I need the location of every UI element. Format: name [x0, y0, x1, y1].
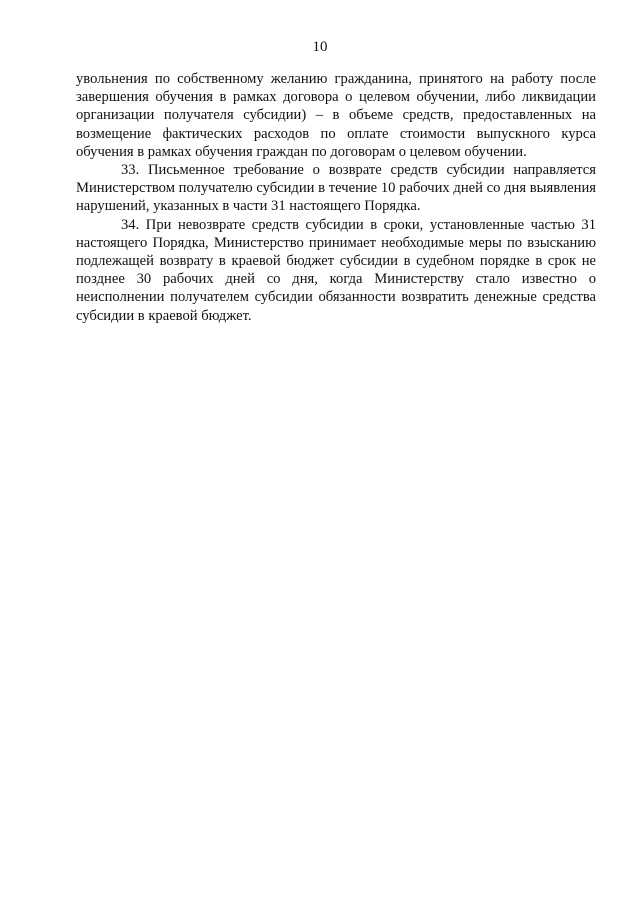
paragraph-continuation: увольнения по собственному желанию гражданина, принятого на работу после завершения обучения в рамках договора о целевом обучении, либо ликвидации организации получателя субсидии) – в объеме средств, предоставленных на возмещение фактических расходов по оплате стоимости выпускного курса обучения в рамках обучения граждан по договорам о целевом обучении. — [76, 71, 596, 160]
page-number: 10 — [312, 39, 328, 55]
paragraph-33: 33. Письменное требование о возврате средств субсидии направляется Министерством получателю субсидии в течение 10 рабочих дней со дня выявления нарушений, указанных в части 31 настоящего Порядка. — [76, 162, 596, 215]
document-body — [76, 70, 596, 325]
paragraph-34: 34. При невозврате средств субсидии в сроки, установленные частью 31 настоящего Порядка, Министерство принимает необходимые меры по взысканию подлежащей возврату в краевой бюджет субсидии в судебном порядке в срок не позднее 30 рабочих дней со дня, когда Министерству стало известно о неисполнении получателем субсидии обязанности возвратить денежные средства субсидии в краевой бюджет. — [76, 216, 596, 324]
